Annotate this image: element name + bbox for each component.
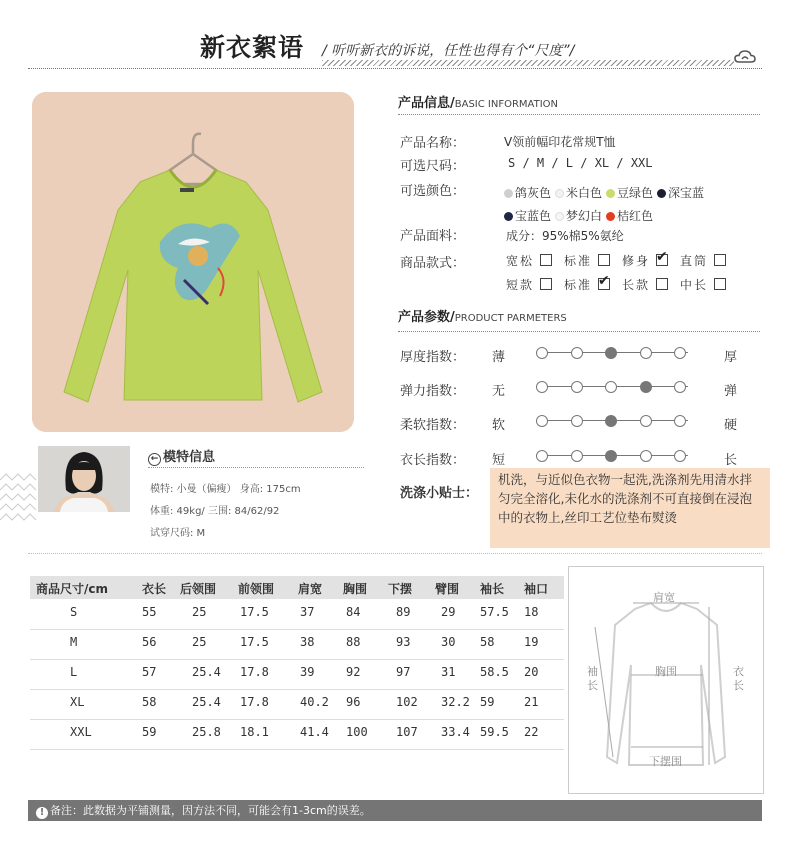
scale-dot-selected [605,347,617,359]
measurement-cell: 17.8 [240,665,269,679]
cloud-icon [734,50,756,64]
table-header-cell: 胸围 [343,582,368,596]
checkbox-icon[interactable] [714,278,726,290]
size-cell: S [70,605,78,619]
measurement-cell: 97 [396,665,411,679]
measurement-cell: 93 [396,635,411,649]
scale-dot [605,381,617,393]
elasticity-index-label: 弹力指数： [400,384,466,399]
fit-option[interactable] [622,254,680,268]
scale-dot [674,347,686,359]
diagram-chest-label: 胸围 [655,665,677,678]
measurement-cell: 17.5 [240,605,269,619]
measurement-cell: 25.8 [192,725,221,739]
note-text: 备注：此数据为平铺测量，因方法不同，可能会有1-3cm的误差。 [50,804,371,817]
table-header-cell: 袖长 [480,582,505,596]
product-photo [32,92,354,432]
model-stats-line3: 试穿尺码: M [150,528,206,539]
color-swatch-icon [606,212,615,221]
diagram-hem-label: 下摆围 [649,755,682,768]
measurement-cell: 56 [142,635,157,649]
measurement-cell: 33.4 [441,725,470,739]
checkbox-checked-icon[interactable] [598,278,610,290]
measurement-cell: 59 [480,695,495,709]
basic-info-title [398,92,558,111]
wash-tips-label: 洗涤小贴士： [400,486,479,501]
diagram-length-label: 衣长 [733,665,744,692]
thickness-high-label: 厚 [724,350,738,365]
measurement-cell: 96 [346,695,361,709]
checkbox-checked-icon[interactable] [656,254,668,266]
length-option-label: 标准 [564,278,593,292]
measurement-cell: 18.1 [240,725,269,739]
elasticity-low-label: 无 [492,384,506,399]
measurement-cell: 20 [524,665,539,679]
scale-dot [674,415,686,427]
measurement-cell: 25 [192,605,207,619]
color-name: 米白色 [566,186,603,200]
length-high-label: 长 [724,453,738,468]
table-row [30,689,564,720]
length-option-label: 短款 [506,278,535,292]
softness-high-label: 硬 [724,418,738,433]
measurement-cell: 100 [346,725,368,739]
measurement-cell: 55 [142,605,157,619]
length-option[interactable] [680,278,738,292]
checkbox-icon[interactable] [656,278,668,290]
measurement-cell: 88 [346,635,361,649]
size-cell: M [70,635,78,649]
circle-arrow-left-icon: ← [148,453,161,466]
diagram-shoulder-label: 肩宽 [653,591,675,604]
zigzag-decoration [0,470,38,530]
table-row [30,629,564,660]
color-option[interactable] [500,186,551,200]
size-cell: XL [70,695,85,709]
scale-dot [571,381,583,393]
scale-dot-selected [605,450,617,462]
thickness-index-label: 厚度指数： [400,350,466,365]
color-list [500,182,762,228]
basic-info-title-en: BASIC INFORMATION [454,99,559,110]
color-option[interactable] [602,209,653,223]
basic-info-divider [398,114,760,115]
table-header-cell: 肩宽 [298,582,323,596]
checkbox-icon[interactable] [714,254,726,266]
measurement-cell: 58 [142,695,157,709]
params-title-cn: 产品参数/ [398,310,455,325]
note-bar [28,800,762,821]
page-title: 新衣絮语 [200,33,305,62]
model-stats-line2: 体重: 49kg/ 三围: 84/62/92 [150,506,280,517]
fit-option[interactable] [564,254,622,268]
scale-dot [674,381,686,393]
color-swatch-icon [555,212,564,221]
fit-option[interactable] [680,254,738,268]
measurement-cell: 84 [346,605,361,619]
table-row [30,599,564,630]
length-option-label: 长款 [622,278,651,292]
scale-dot [536,415,548,427]
length-low-label: 短 [492,453,506,468]
table-header-cell: 袖口 [524,582,549,596]
length-options-row [506,276,738,293]
fit-option[interactable] [506,254,564,268]
scale-dot [571,415,583,427]
color-swatch-icon [504,212,513,221]
section-divider [28,553,762,554]
diagram-sleeve-label: 袖长 [587,665,598,692]
scale-dot [536,347,548,359]
model-info-title [148,446,215,466]
measurement-cell: 17.5 [240,635,269,649]
color-option[interactable] [551,209,602,223]
model-stats-line1: 模特: 小曼（偏瘦） 身高: 175cm [150,484,301,495]
measurement-cell: 40.2 [300,695,329,709]
size-table-header [30,576,564,599]
size-label: 可选尺码： [400,159,466,174]
measurement-cell: 22 [524,725,539,739]
measurement-cell: 32.2 [441,695,470,709]
measurement-cell: 107 [396,725,418,739]
table-header-cell: 后领围 [180,582,217,596]
length-option[interactable] [506,278,564,292]
measurement-cell: 19 [524,635,539,649]
measurement-cell: 92 [346,665,361,679]
size-cell: L [70,665,78,679]
header-divider [28,68,762,69]
checkbox-icon[interactable] [598,254,610,266]
measurement-cell: 21 [524,695,539,709]
measurement-cell: 102 [396,695,418,709]
color-option[interactable] [500,209,551,223]
measurement-cell: 31 [441,665,456,679]
fabric-label: 产品面料： [400,229,466,244]
scale-dot [640,450,652,462]
product-name-value: V领前幅印花常规T恤 [504,135,616,149]
color-swatch-icon [606,189,615,198]
params-title-en: PRODUCT PARMETERS [454,313,567,324]
measurement-cell: 57.5 [480,605,509,619]
color-swatch-icon [657,189,666,198]
model-info-divider [148,467,364,468]
measurement-cell: 25.4 [192,665,221,679]
measurement-cell: 59.5 [480,725,509,739]
measurement-cell: 58.5 [480,665,509,679]
length-option[interactable] [564,278,622,292]
scale-dot [674,450,686,462]
color-option[interactable] [602,186,653,200]
length-option-label: 中长 [680,278,709,292]
scale-dot [640,347,652,359]
table-header-cell: 前领围 [238,582,275,596]
basic-info-title-cn: 产品信息/ [398,96,455,111]
table-header-cell: 臂围 [435,582,460,596]
fit-option-label: 宽松 [506,254,535,268]
size-cell: XXL [70,725,92,739]
header-slogan: / 听听新衣的诉说，任性也得有个“尺度”/ [322,43,575,59]
fit-options-row [506,252,738,269]
color-swatch-icon [504,189,513,198]
checkbox-icon[interactable] [540,254,552,266]
color-option[interactable] [653,186,704,200]
fit-option-label: 修身 [622,254,651,268]
thickness-scale [536,347,688,359]
measurement-cell: 37 [300,605,315,619]
model-photo [38,446,130,512]
scale-dot [536,381,548,393]
scale-dot [536,450,548,462]
exclamation-icon: ! [36,807,48,819]
measurement-cell: 59 [142,725,157,739]
elasticity-high-label: 弹 [724,384,738,399]
table-header-cell: 商品尺寸/cm [36,582,109,596]
table-header-cell: 衣长 [142,582,167,596]
scale-dot-selected [605,415,617,427]
fit-option-label: 直筒 [680,254,709,268]
length-scale [536,450,688,462]
model-info-title-label: 模特信息 [163,450,216,465]
scale-dot [640,415,652,427]
measurement-cell: 29 [441,605,456,619]
softness-index-label: 柔软指数： [400,418,466,433]
measurement-cell: 89 [396,605,411,619]
measurement-cell: 38 [300,635,315,649]
color-label: 可选颜色： [400,184,466,199]
measurement-cell: 25 [192,635,207,649]
header-hatch-decoration [322,60,734,66]
scale-dot [571,450,583,462]
softness-scale [536,415,688,427]
scale-dot-selected [640,381,652,393]
color-name: 深宝蓝 [668,186,705,200]
measurement-cell: 58 [480,635,495,649]
color-name: 鸽灰色 [515,186,552,200]
measurement-cell: 57 [142,665,157,679]
length-option[interactable] [622,278,680,292]
scale-dot [571,347,583,359]
table-header-cell: 下摆 [388,582,413,596]
fabric-value: 成分：95%棉5%氨纶 [506,229,624,243]
color-name: 豆绿色 [617,186,654,200]
fit-option-label: 标准 [564,254,593,268]
wash-tips-text: 机洗，与近似色衣物一起洗,洗涤剂先用清水拌匀完全溶化,未化水的洗涤剂不可直接倒在浸泡中的衣物上,丝印工艺位垫布熨烫 [490,468,770,548]
checkbox-icon[interactable] [540,278,552,290]
color-swatch-icon [555,189,564,198]
measurement-cell: 39 [300,665,315,679]
product-name-label: 产品名称： [400,136,466,151]
color-name: 梦幻白 [566,209,603,223]
measurement-cell: 18 [524,605,539,619]
style-label: 商品款式： [400,256,466,271]
color-name: 桔红色 [617,209,654,223]
table-row [30,719,564,750]
measurement-cell: 30 [441,635,456,649]
params-title [398,306,567,325]
measurement-cell: 41.4 [300,725,329,739]
softness-low-label: 软 [492,418,506,433]
color-option[interactable] [551,186,602,200]
thickness-low-label: 薄 [492,350,506,365]
measurement-cell: 17.8 [240,695,269,709]
measurement-cell: 25.4 [192,695,221,709]
elasticity-scale [536,381,688,393]
size-value: S / M / L / XL / XXL [508,156,653,170]
table-row [30,659,564,690]
params-divider [398,331,760,332]
measurement-diagram [568,566,764,794]
length-index-label: 衣长指数： [400,453,466,468]
color-name: 宝蓝色 [515,209,552,223]
